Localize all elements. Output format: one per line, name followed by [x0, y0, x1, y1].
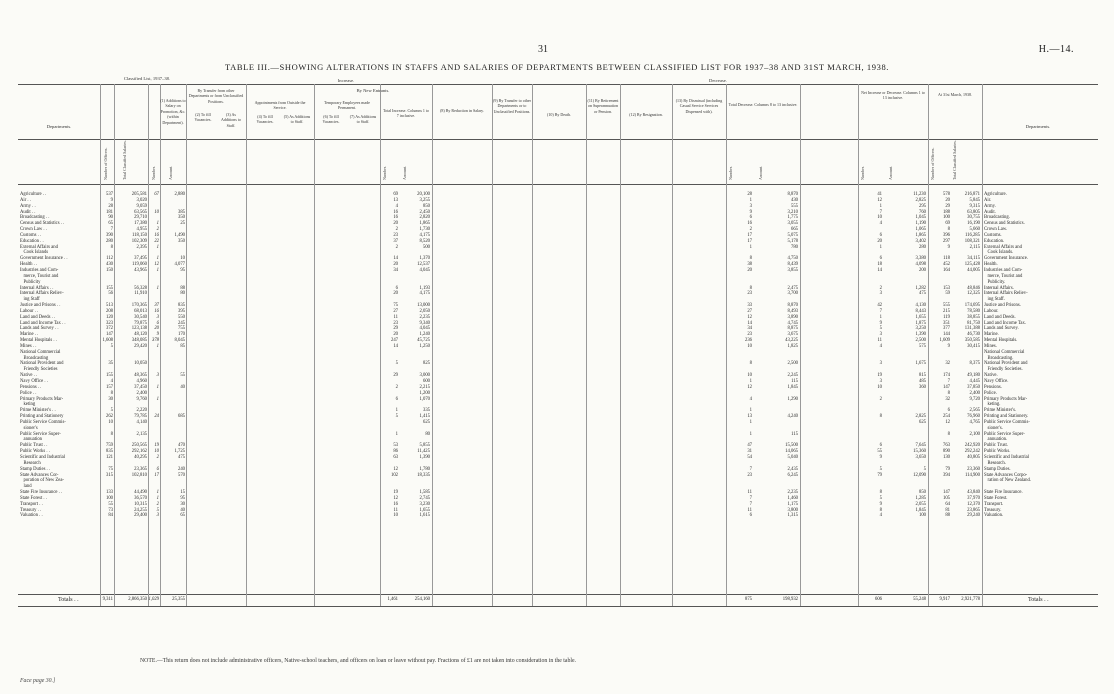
- header-col10: (10) By Death.: [547, 112, 571, 117]
- document-reference: H.—14.: [1038, 44, 1074, 55]
- header-amount: Amount.: [888, 165, 893, 180]
- table-note: NOTE.—This return does not include administrative officers, Native-school teachers, and officers on loan or leave without pay. Fractions of £1 are not taken into consideration in the table.: [140, 658, 576, 664]
- header-col2: (2) To fill Vacancies.: [194, 112, 212, 123]
- totals-increase-amount: 254,160: [414, 597, 430, 602]
- header-outside-appointments: Appointments from Outside the Service.: [254, 100, 306, 111]
- header-number: Number.: [860, 166, 865, 180]
- header-number-of-officers: Number of Officers.: [103, 147, 108, 180]
- header-amount: Amount.: [168, 165, 173, 180]
- departments-right-column: Agriculture. Air. Army. Audit. Broadcasting. Census and Statistics. Crown Law. Customs. Education. External Affairs and Cook Islands. Government Insurance. Health. Industries and Com- merce, Tourist and Publicity. Internal Affairs. Internal Affairs Reliev- ing Staff. Justice and Prisons. Labour. Land and Deeds. Land and Income Tax. Lands and Survey. Marine. Mental Hospitals. Mines. National Commercial Broadcasting. National Provident and Friendly Societies. Native. Navy Office. Pensions. Police. Primary Products Mar- keting. Prime Minister's. Printing and Stationery. Public Service Commis- sioner's. Public Service Super- annuation. Public Trust. Public Works. Scientific and Industrial Research. Stamp Duties. State Advances Corpo- ration of New Zealand. State Fire Insurance. State Forest. Transport. Treasury. Valuation.: [984, 192, 1031, 519]
- totals-officers: 9,311: [102, 597, 113, 602]
- col1-number-column: 67 10 1 2 16 22 1 1 12 1 1 37 16 3 6 20 9 378 1 3 1 1 24 19 10 2 6 17 1 1 2 5 3: [151, 192, 159, 519]
- header-number: Number.: [151, 166, 156, 180]
- totals-label: Totals . .: [58, 597, 79, 603]
- header-col9: (9) By Transfer to other Departments or to Unclassified Positions.: [493, 98, 531, 114]
- header-classified-list: Classified List, 1937–38.: [123, 76, 171, 81]
- header-amount: Amount.: [402, 165, 407, 180]
- totals-top-rule: [18, 594, 1098, 595]
- totals-label-right: Totals . .: [1028, 597, 1049, 603]
- header-col1: (1) Additions to Salary on Promotion, &c. (within Department).: [160, 98, 186, 125]
- header-number: Number.: [728, 166, 733, 180]
- header-number: Number.: [382, 166, 387, 180]
- header-decrease: Decrease.: [709, 78, 727, 83]
- increase-total-amount-column: 20,100 3,255 850 2,450 2,820 1,865 1,730 4,175 8,520 500 1,370 12,537 4,045 1,193 4,175 13,000 2,050 2,235 9,340 4,045 1,240 45,725 1,250 825 3,000 600 2,215 1,200 1,070 335 1,415 625 80 5,855 11,425 1,390 1,780 18,335 1,585 2,745 3,230 1,655 1,615: [417, 192, 430, 519]
- totals-col1-number: 1,029: [148, 597, 159, 602]
- totals-increase-number: 1,461: [387, 597, 398, 602]
- table-title: TABLE III.—SHOWING ALTERATIONS IN STAFFS AND SALARIES OF DEPARTMENTS BETWEEN CLASSIFIED LIST FOR 1937–38 AND 31ST MARCH, 1938.: [224, 62, 890, 72]
- header-temporary: Temporary Employees made Permanent.: [324, 100, 370, 111]
- end-officers-column: 578 20 29 188 100 69 8 396 297 9 118 452 164 153 59 555 215 119 351 377 144 1,609 9 32 174 7 147 8 32 6 254 12 8 763 890 130 79 394 147 105 64 81 88: [939, 192, 950, 519]
- totals-net-amount: 55,248: [913, 597, 926, 602]
- departments-column: Agriculture . . Air . . Army . . Audit . . Broadcasting . . Census and Statistics . . Crown Law . . Customs . . Education . . External Affairs and Cook Islands Government Insurance . . Health . . Industries and Com- merce, Tourist and Publicity Internal Affairs . . Internal Affairs Reliev- ing Staff Justice and Prisons . . Labour . . Land and Deeds . . Land and Income Tax . . Lands and Survey . . Marine . . Mental Hospitals . . Mines . . National Commercial Broadcasting National Provident and Friendly Societies Native . . Navy Office . . Pensions . . Police . . Primary Products Mar- keting Prime Minister's . . Printing and Stationery Public Service Commis- sioner's Public Service Super- annuation Public Trust . . Public Works . . Scientific and Industrial Research Stamp Duties . . State Advances Cor- poration of New Zea- land State Fire Insurance . . State Forest . . Transport . . Treasury . . Valuation . .: [20, 192, 68, 519]
- header-departments: Departments.: [46, 124, 72, 129]
- header-total-salaries: Total Classified Salaries.: [952, 140, 957, 180]
- net-amount-column: 11,230 2,825 295 760 1,045 1,190 1,065 1,865 3,402 280 3,380 4,098 200 1,282 475 4,130 8,443 1,655 1,875 3,250 1,390 2,500 575 1,675 815 485 360 2,825 625 7,645 15,360 3,650 5 12,090 850 1,285 2,055 1,845 100: [913, 192, 926, 519]
- increase-total-number-column: 69 13 4 16 16 20 2 23 37 2 14 20 34 6 20 75 27 11 23 29 20 247 14 5 29 2 6 1 5 1 53 86 63 12 102 19 12 16 11 10: [390, 192, 398, 519]
- totals-col1-amount: 25,355: [172, 597, 185, 602]
- col-rule: [246, 84, 247, 606]
- page-number: 31: [538, 44, 548, 55]
- header-col3: (3) As Additions to Staff.: [221, 112, 241, 128]
- alterations-table: [18, 76, 1098, 654]
- header-at-march: At 31st March, 1938.: [937, 92, 973, 97]
- header-amount: Amount.: [758, 165, 763, 180]
- col-rule: [186, 84, 187, 606]
- header-col4: (4) To fill Vacancies.: [256, 114, 274, 125]
- header-col13: (13) By Dismissal (including Casual Service Services Dispensed with).: [675, 98, 723, 114]
- totals-net-number: 606: [874, 597, 882, 602]
- col-rule: [492, 84, 493, 606]
- header-total-salaries: Total Classified Salaries.: [122, 140, 127, 180]
- header-bottom-rule: [18, 139, 1098, 140]
- header-col7: (7) As Additions to Staff.: [349, 114, 377, 125]
- header-col8: (8) By Reduction in Salary.: [440, 108, 484, 113]
- header-col12: (12) By Resignation.: [629, 112, 663, 117]
- col-rule: [800, 84, 801, 606]
- totals-salaries: 2,866,350: [128, 597, 147, 602]
- totals-decrease-number: 875: [744, 597, 752, 602]
- header-increase: Increase.: [337, 78, 355, 83]
- col-rule: [672, 84, 673, 606]
- table-top-rule: [18, 84, 1098, 85]
- col-rule: [620, 84, 621, 606]
- net-number-column: 41 12 1 7 10 4 6 20 1 6 18 14 2 3 42 7 1 9 5 3 11 4 3 19 3 10 2 8 6 55 9 5 79 8 5 9 8 4: [877, 192, 882, 519]
- decrease-total-number-column: 28 1 3 9 6 16 2 17 17 1 8 38 20 8 23 33 27 12 14 34 23 236 10 8 10 1 12 4 1 13 1 1 47 31 54 7 23 11 7 7 11 6: [744, 192, 752, 519]
- subheader-bottom-rule: [18, 184, 1098, 185]
- col-rule: [314, 84, 315, 606]
- decrease-total-amount-column: 8,870 430 555 3,210 1,775 3,055 665 5,075 5,178 780 4,750 8,439 3,855 2,475 3,700 8,870 8,493 3,890 4,745 8,875 3,675 43,225 1,825 2,500 2,245 115 1,845 1,290 4,240 115 15,500 14,065 5,040 2,435 6,245 2,235 1,460 1,175 3,800 1,315: [785, 192, 798, 519]
- col-rule: [586, 84, 587, 606]
- totals-end-salaries: 2,921,778: [961, 597, 980, 602]
- header-departments-right: Departments.: [1025, 124, 1051, 129]
- totals-decrease-amount: 198,932: [782, 597, 798, 602]
- col1-amount-column: 2,880 385 350 25 1,490 350 10 4,077 95 88 80 835 395 550 245 755 170 8,045 85 55 40 685 470 1,725 475 240 570 15 95 30 40 65: [174, 192, 185, 519]
- header-total-increase: Total Increase. Columns 1 to 7 inclusive.: [382, 108, 430, 119]
- col-rule: [432, 84, 433, 606]
- header-col6: (6) To fill Vacancies.: [322, 114, 340, 125]
- end-salaries-column: 216,871 5,845 9,315 63,805 30,755 16,190 5,660 116,285 108,321 2,115 34,115 125,428 44,005 48,846 12,325 174,695 78,580 38,855 81,750 131,388 46,730 350,585 30,415 8,375 49,180 4,445 37,850 2,400 9,720 2,565 76,960 4,765 2,100 242,920 292,242 40,805 23,360 114,900 43,840 37,970 12,370 23,865 29,240: [964, 192, 980, 519]
- salaries-column: 205,581 3,020 9,059 63,565 29,710 17,380 4,955 118,150 102,309 2,395 37,495 119,060 43,965 56,328 11,910 170,365 68,013 30,540 79,875 123,138 48,120 348,085 29,420 10,050 48,365 4,960 37,450 2,400 9,760 2,220 79,785 4,140 2,135 250,565 292,162 40,295 23,365 102,810 44,490 36,570 10,315 24,255 29,400: [131, 192, 147, 519]
- header-net-increase: Net Increase or Decrease. Columns 1 to 13 inclusive.: [861, 90, 925, 101]
- page-footer: Face page 30.]: [20, 678, 56, 684]
- header-new-entrants: By New Entrants.: [356, 88, 390, 93]
- totals-end-officers: 9,917: [939, 597, 950, 602]
- officers-column: 537 9 28 181 90 65 7 390 280 8 112 430 150 155 56 513 208 120 323 372 147 1,608 5 35 155 4 157 8 30 5 262 10 8 759 835 121 75 315 133 100 55 73 84: [102, 192, 113, 519]
- col-rule: [982, 84, 983, 606]
- header-number-of-officers: Number of Officers.: [930, 147, 935, 180]
- header-col11: (11) By Retirement on Superannuation or Pension.: [587, 98, 619, 114]
- header-transfer-in: By Transfer from other Departments or from Unclassified Positions.: [188, 88, 244, 104]
- totals-bottom-rule: [18, 606, 1098, 607]
- header-col5: (5) As Additions to Staff.: [283, 114, 311, 125]
- header-total-decrease: Total Decrease. Columns 8 to 13 inclusive.: [728, 102, 798, 107]
- col-rule: [532, 84, 533, 606]
